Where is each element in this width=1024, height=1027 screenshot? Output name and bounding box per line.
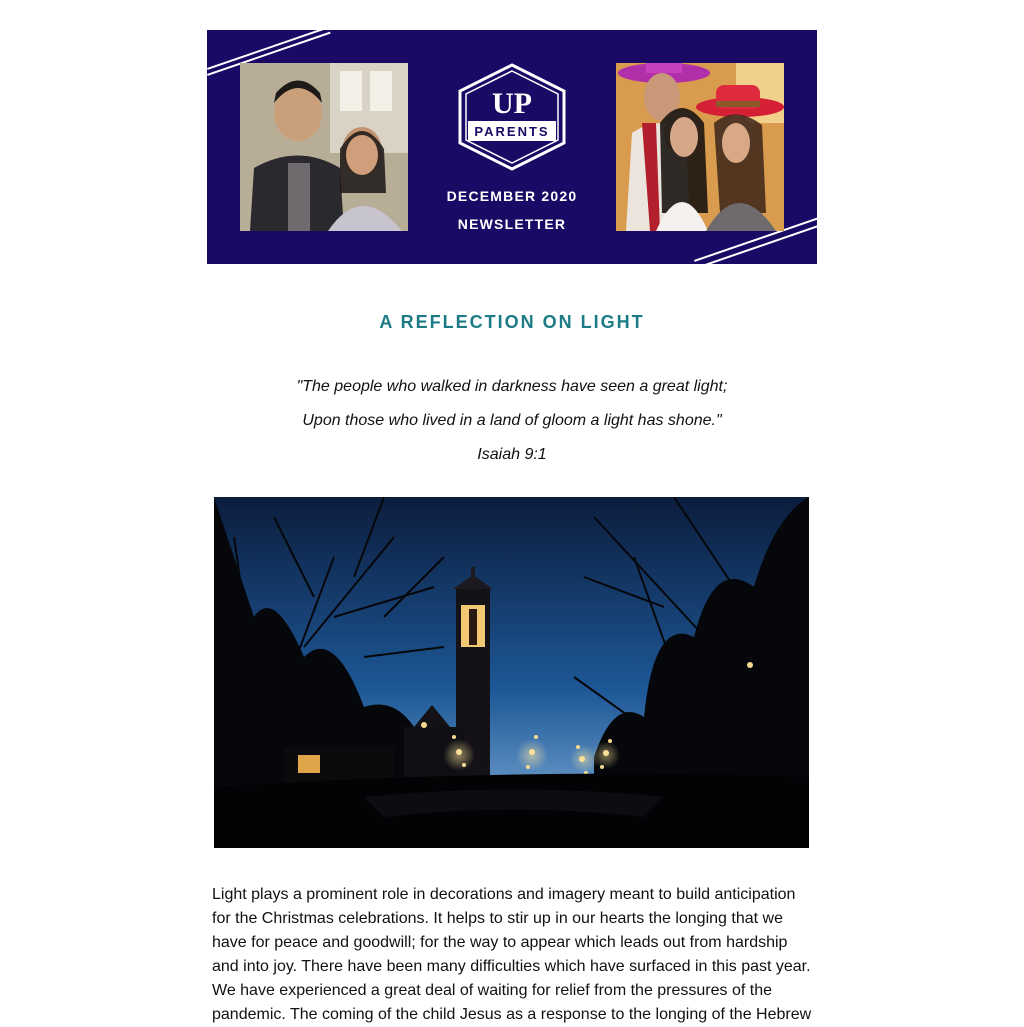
logo-label: PARENTS xyxy=(474,124,550,139)
issue-type: NEWSLETTER xyxy=(457,216,567,232)
bell-tower-night-photo xyxy=(214,497,809,848)
body-line: and into joy. There have been many difficulties which have surfaced in this past year. xyxy=(212,958,811,975)
issue-date: DECEMBER 2020 xyxy=(446,188,578,204)
article-heading: A REFLECTION ON LIGHT xyxy=(379,312,645,332)
quote-citation: Isaiah 9:1 xyxy=(477,446,547,463)
students-hats-photo xyxy=(616,63,784,231)
newsletter-banner xyxy=(207,30,817,264)
parent-student-photo xyxy=(240,63,408,231)
body-line: We have experienced a great deal of waiting for relief from the pressures of the xyxy=(212,982,773,999)
up-parents-logo xyxy=(456,63,568,171)
body-line: for the Christmas celebrations. It helps to stir up in our hearts the longing that we xyxy=(212,910,783,927)
article-body xyxy=(212,883,812,1027)
body-line: have for peace and goodwill; for the way to appear which leads out from hardship xyxy=(212,934,788,951)
body-line: Light plays a prominent role in decorations and imagery meant to build anticipation xyxy=(212,886,796,903)
logo-mark: UP xyxy=(492,87,532,120)
body-line: pandemic. The coming of the child Jesus as a response to the longing of the Hebrew xyxy=(212,1006,812,1023)
quote-line-2: Upon those who lived in a land of gloom a light has shone." xyxy=(302,412,722,429)
quote-line-1: "The people who walked in darkness have seen a great light; xyxy=(296,378,728,395)
